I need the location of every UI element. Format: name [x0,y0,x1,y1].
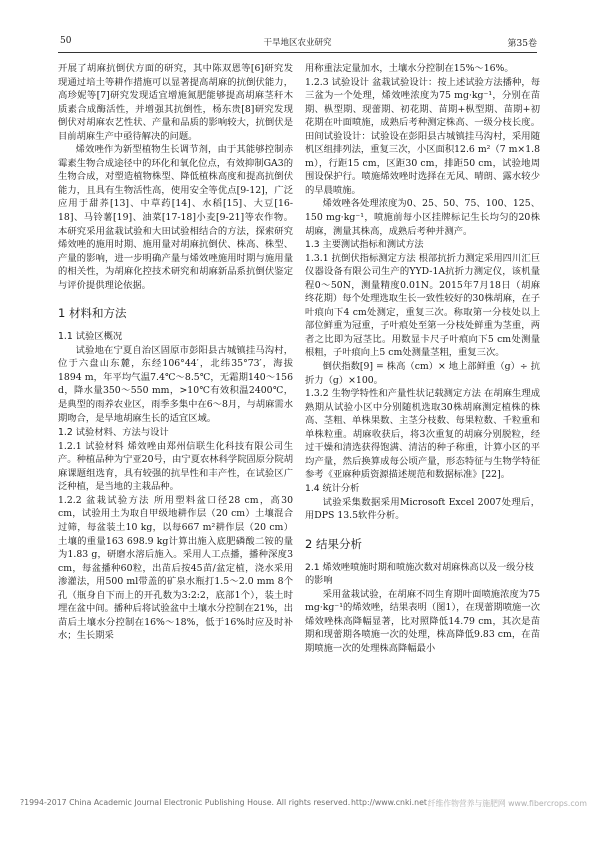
section-1-2-title: 1.2 试验材料、方法与设计 [58,427,169,439]
journal-title: 干旱地区农业研究 [263,38,332,48]
concentration-paragraph: 烯效唑各处理浓度为0、25、50、75、100、125、150 mg·kg⁻¹，喷施前每小区挂牌标记生长均匀的20株胡麻，测量其株高，成熟后考种并测产。 [305,198,540,237]
intro-paragraph-1: 开展了胡麻抗倒伏方面的研究，其中陈双恩等[6]研究发现通过培土等耕作措施可以显著提高胡麻的抗倒伏能力，高珍妮等[7]研究发现适宜增施氮肥能够提高胡麻茎秆木质素合成酶活性，并增强其抗倒性，杨东贵[8]研究发现倒伏对胡麻农艺性状、产量和品质的影响较大，抗倒伏是目前胡麻生产中亟待解决的问题。 [58,63,293,142]
header-rule [58,52,537,53]
continued-paragraph: 用称重法定量加水，土壤水分控制在15%～16%。 [305,63,514,74]
page-number: 50 [60,36,72,46]
footer-site-url[interactable]: http://www.cnki.net [350,798,427,807]
materials-paragraph: 1.2.1 试验材料 烯效唑由郑州信联生化科技有限公司生产。种植品种为宁亚20号，由宁夏农林科学院固原分院胡麻课题组选育，具有较强的抗旱性和丰产性，在试验区广泛种植，是当地的主栽品种。 [58,440,293,493]
design-paragraph: 1.2.3 试验设计 盆栽试验设计：按上述试验方法播种，每三盆为一个处理，烯效唑浓度为75 mg·kg⁻¹，分别在苗期、枞型期、现蕾期、初花期、苗期+枞型期、苗期+初花期在叶面喷施，成熟后考种测定株高、一级分枝长度。田间试验设计：试验设在彭阳县古城镇挂马沟村，采用随机区组排列法，重复三次，小区面积12.6 m²（7 m×1.8 m），行距15 cm，区距30 cm，排距50 cm，试验地周围设保护行。喷施烯效唑时选择在无风、晴朗、露水较少的早晨喷施。 [305,76,540,196]
volume-label: 第35卷 [507,39,537,49]
footer-watermark: 纤维作物营养与施肥网 www.fibercrops.com [427,799,587,808]
left-column [58,62,293,643]
section-2-1-title: 2.1 烯效唑喷施时期和喷施次数对胡麻株高以及一级分枝的影响 [305,561,534,587]
results-paragraph: 采用盆栽试验，在胡麻不同生育期叶面喷施浓度为75 mg·kg⁻¹的烯效唑，结果表明（图1），在现蕾期喷施一次烯效唑株高降幅显著，比对照降低14.79 cm，其次是苗期和现蕾期各喷施一次的处理，株高降低9.83 cm，在苗期喷施一次的处理株高降幅最小 [305,588,540,654]
section-1-1-title: 1.1 试验区概况 [58,331,123,343]
site-paragraph: 试验地在宁夏自治区固原市彭阳县古城镇挂马沟村，位于六盘山东麓，东经106°44′，北纬35°73′，海拔1894 m，年平均气温7.4℃～8.5℃，无霜期140～156 d，降水量350～550 mm，>10℃有效积温2400℃，是典型的雨养农业区，雨季多集中在6～8月，与胡麻需水期吻合，是旱地胡麻生长的适宜区域。 [58,344,293,424]
pot-method-paragraph: 1.2.2 盆栽试验方法 所用塑料盆口径28 cm，高30 cm，试验用土为取自甲级地耕作层（20 cm）土壤混合过筛，每盆装土10 kg，以每667 m²耕作层（20 cm）土壤的重量163 698.9 kg计算出施入底肥磷酸二铵的量为1.83 g，研磨水溶后施入。采用人工点播，播种深度3 cm，每盆播种60粒，出苗后按45苗/盆定植，浇水采用渗灌法，用500 ml带盖的矿泉水瓶打1.5～2.0 mm 8个孔（瓶身自下而上的开孔数为3:2:2，底部1个），装土时埋在盆中间。播种后将试验盆中土壤水分控制在21%，出苗后土壤水分控制在16%～18%，低于16%时应及时补水；生长期采 [58,494,293,642]
footer-copyright: ?1994-2017 China Academic Journal Electronic Publishing House. All rights reserved. [20,798,351,807]
trait-method-paragraph: 1.3.2 生物学特性和产量性状记载测定方法 在胡麻生理成熟期从试验小区中分别随机选取30株胡麻测定植株的株高、茎粗、单株果数、主茎分枝数、每果粒数、千粒重和单株粒重。胡麻收获后，将3次重复的胡麻分别脱粒，经过干燥和清选获得饱满、清洁的种子称重，计算小区的平均产量，然后换算成每公顷产量，形态特征与生物学特征参考《亚麻种质资源描述规范和数据标准》[22]。 [305,388,540,481]
intro-paragraph-2: 烯效唑作为新型植物生长调节剂，由于其能够控制赤霉素生物合成途径中的环化和氧化位点，有效抑制GA3的生物合成，对塑造植物株型、降低植株高度和提高抗倒伏能力，且具有生物活性高，使用安全等优点[9-12]，广泛应用于甜荞[13]、中草药[14]、水稻[15]、大豆[16-18]、马铃薯[19]、油菜[17-18]小麦[9-21]等农作物。本研究采用盆栽试验和大田试验相结合的方法，探索研究烯效唑的施用时期、施用量对胡麻抗倒伏、株高、株型、产量的影响，进一步明确产量与烯效唑施用时期与施用量的相关性，为胡麻化控技术研究和胡麻新品系抗倒伏鉴定与评价提供理论依据。 [58,144,293,291]
section-1-4-title: 1.4 统计分析 [305,482,360,494]
section-2-title: 2 结果分析 [305,536,362,551]
section-1-3-title: 1.3 主要测试指标和测试方法 [305,239,424,251]
lodging-index-formula: 倒伏指数[9] = 株高（cm）× 地上部鲜重（g）÷ 抗折力（g）×100。 [305,361,540,386]
lodging-method-paragraph: 1.3.1 抗倒伏指标测定方法 根部抗折力测定采用四川汇巨仪器设备有限公司生产的YYD-1A抗折力测定仪，该机量程0～50N，测量精度0.01N。2015年7月18日（胡麻终花期）每个处理选取生长一致性较好的30株胡麻，在子叶痕向下4 cm处测定，重复三次。称取第一分枝处以上部位鲜重为冠重，子叶痕处至第一分枝处鲜重为茎重，两者之比即为冠茎比。用数显卡尺子叶痕向下5 cm处测量根粗，子叶痕向上5 cm处测量茎粗，重复三次。 [305,252,540,359]
right-column [305,62,540,655]
stats-paragraph: 试验采集数据采用Microsoft Excel 2007处理后，用DPS 13.5软件分析。 [305,496,540,522]
footer [20,798,587,809]
section-1-title: 1 材料和方法 [58,306,127,321]
